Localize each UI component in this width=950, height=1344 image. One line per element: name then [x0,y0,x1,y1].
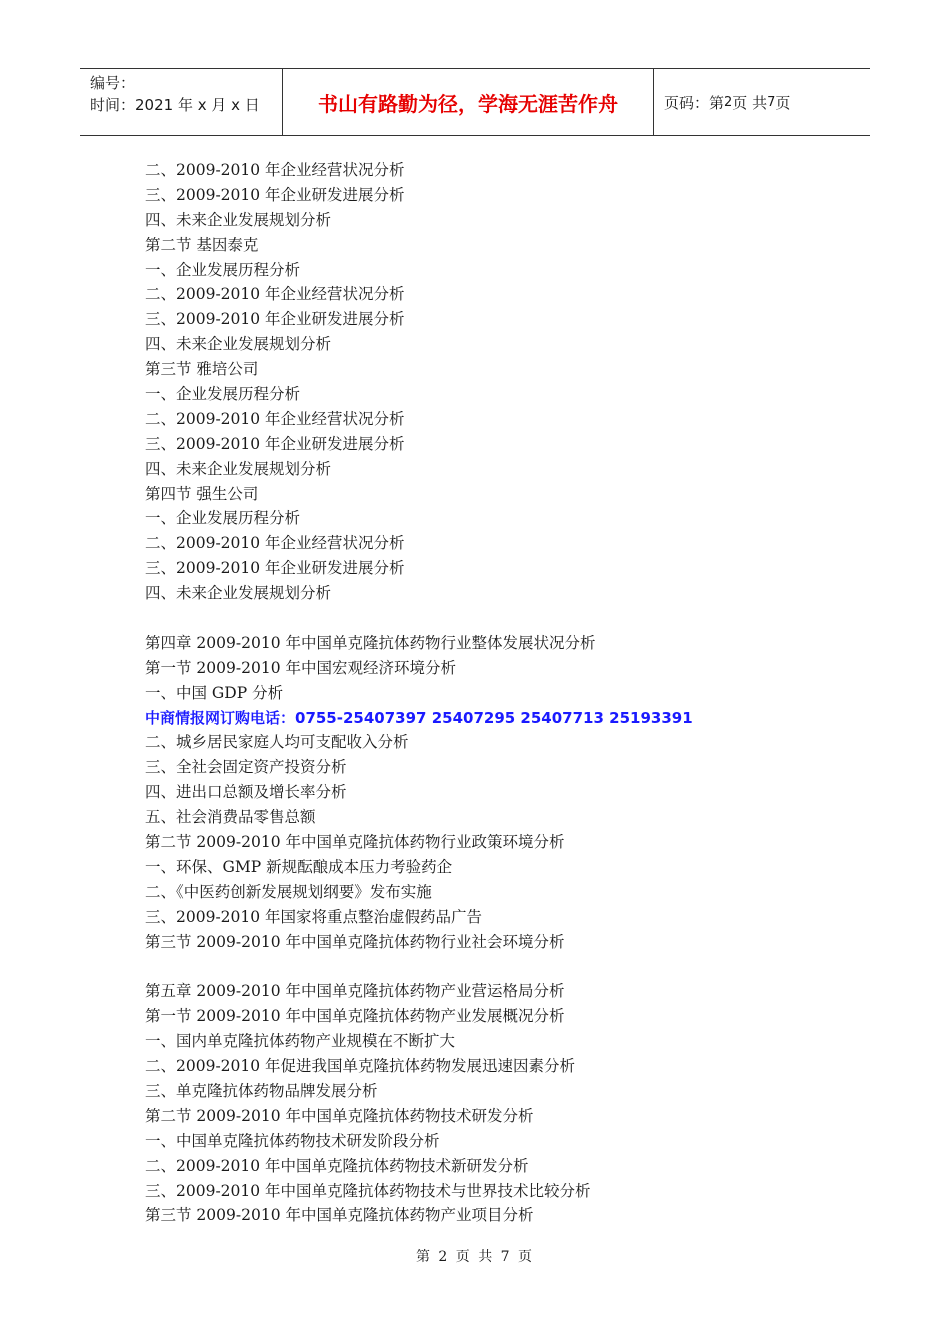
toc-line: 一、中国 GDP 分析 [145,683,284,702]
toc-section-heading: 第二节 2009-2010 年中国单克隆抗体药物行业政策环境分析 [145,833,565,852]
toc-line: 三、2009-2010 年企业研发进展分析 [145,310,405,329]
toc-section-heading: 第一节 2009-2010 年中国单克隆抗体药物产业发展概况分析 [145,1007,565,1026]
toc-section-heading: 第二节 基因泰克 [145,235,259,254]
toc-section-heading: 第三节 雅培公司 [145,360,259,379]
toc-line: 一、企业发展历程分析 [145,260,301,279]
toc-line: 二、2009-2010 年企业经营状况分析 [145,285,405,304]
toc-line: 三、2009-2010 年企业研发进展分析 [145,185,405,204]
toc-line: 一、企业发展历程分析 [145,509,301,528]
header-meta [80,69,282,135]
toc-line: 二、2009-2010 年企业经营状况分析 [145,534,405,553]
toc-line: 五、社会消费品零售总额 [145,808,316,827]
page-prefix: 页码：第 [664,93,725,112]
page-number: 2 [724,94,733,110]
time-label: 时间：2021 年 x 月 x 日 [90,96,260,114]
toc-line: 三、2009-2010 年企业研发进展分析 [145,559,405,578]
toc-line: 三、2009-2010 年企业研发进展分析 [145,434,405,453]
toc-content [145,158,845,1228]
order-phone-banner: 中商情报网订购电话：0755-25407397 25407295 25407713 25193391 [145,708,693,727]
page-footer: 第 2 页 共 7 页 [415,1249,535,1265]
toc-line: 一、国内单克隆抗体药物产业规模在不断扩大 [145,1032,456,1051]
toc-line: 三、2009-2010 年国家将重点整治虚假药品广告 [145,907,483,926]
number-label: 编号： [90,74,136,92]
toc-line: 二、2009-2010 年中国单克隆抗体药物技术新研发分析 [145,1156,529,1175]
toc-section-heading: 第二节 2009-2010 年中国单克隆抗体药物技术研发分析 [145,1106,534,1125]
toc-line: 四、未来企业发展规划分析 [145,584,332,603]
toc-line: 一、中国单克隆抗体药物技术研发阶段分析 [145,1131,440,1150]
toc-line: 二、2009-2010 年企业经营状况分析 [145,409,405,428]
toc-chapter-heading: 第四章 2009-2010 年中国单克隆抗体药物行业整体发展状况分析 [145,633,596,652]
toc-line: 四、进出口总额及增长率分析 [145,783,347,802]
toc-section-heading: 第一节 2009-2010 年中国宏观经济环境分析 [145,658,456,677]
toc-section-heading: 第三节 2009-2010 年中国单克隆抗体药物行业社会环境分析 [145,932,565,951]
page-header [80,68,870,136]
toc-line: 一、环保、GMP 新规酝酿成本压力考验药企 [145,857,453,876]
toc-line: 二、城乡居民家庭人均可支配收入分析 [145,733,409,752]
toc-section-heading: 第四节 强生公司 [145,484,259,503]
header-motto: 书山有路勤为径，学海无涯苦作舟 [282,69,654,135]
toc-line: 三、2009-2010 年中国单克隆抗体药物技术与世界技术比较分析 [145,1181,591,1200]
toc-section-heading: 第三节 2009-2010 年中国单克隆抗体药物产业项目分析 [145,1206,534,1225]
toc-line: 二、2009-2010 年企业经营状况分析 [145,161,405,179]
page-suffix: 页 [775,93,791,112]
toc-line: 一、企业发展历程分析 [145,385,301,404]
blank-line [145,606,845,631]
toc-chapter-heading: 第五章 2009-2010 年中国单克隆抗体药物产业营运格局分析 [145,982,565,1001]
toc-line: 三、全社会固定资产投资分析 [145,758,347,777]
blank-line [145,955,845,980]
toc-line: 三、单克隆抗体药物品牌发展分析 [145,1081,378,1100]
toc-line: 二、《中医药创新发展规划纲要》发布实施 [145,882,432,901]
toc-line: 四、未来企业发展规划分析 [145,459,332,478]
toc-line: 二、2009-2010 年促进我国单克隆抗体药物发展迅速因素分析 [145,1057,576,1076]
header-page-info [654,69,870,135]
toc-line: 四、未来企业发展规划分析 [145,210,332,229]
page-total: 7 [767,94,776,110]
toc-line: 四、未来企业发展规划分析 [145,335,332,354]
page-mid: 页 共 [732,93,768,112]
